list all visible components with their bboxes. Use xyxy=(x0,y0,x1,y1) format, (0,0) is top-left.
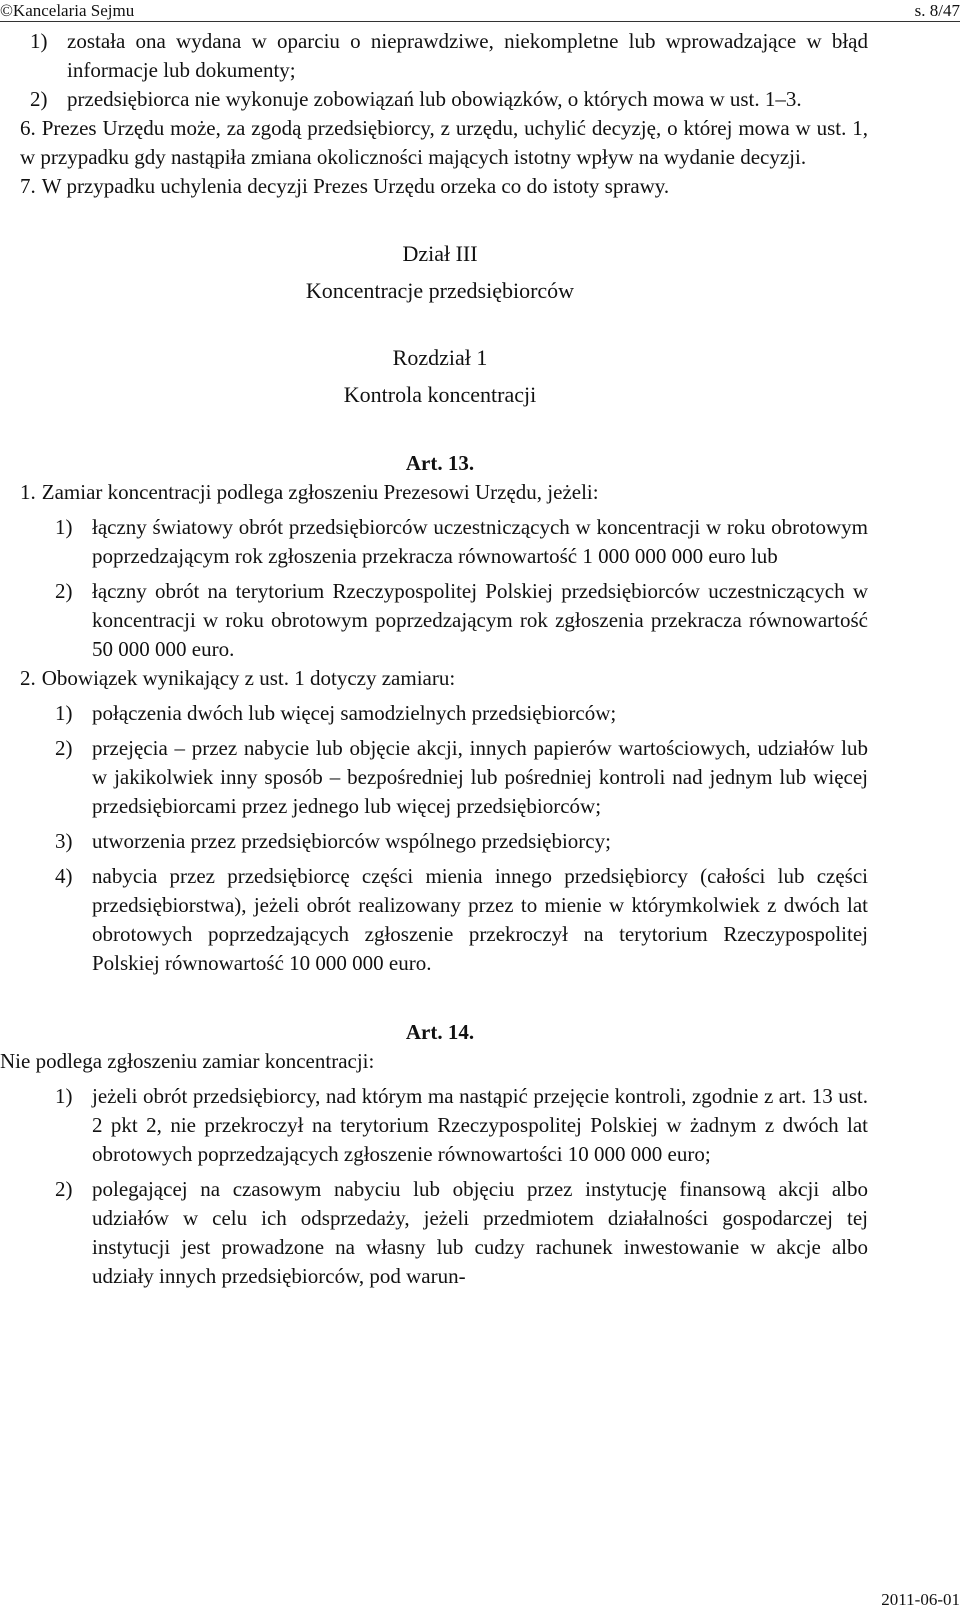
list-item xyxy=(0,27,960,85)
list-item xyxy=(0,85,960,114)
document-body xyxy=(0,27,960,1291)
header-publisher: ©Kancelaria Sejmu xyxy=(0,1,135,20)
dzial-heading: Dział III xyxy=(402,241,478,266)
list-item-number: 2) xyxy=(55,736,73,760)
rozdzial-title: Kontrola koncentracji xyxy=(343,382,537,407)
list-item-text: została ona wydana w oparciu o nieprawdziwe, niekompletne lub wprowadzające w błąd informacje lub dokumenty; xyxy=(67,29,868,82)
page-header xyxy=(0,0,960,22)
chapter-heading xyxy=(0,339,960,413)
list-item-number: 2) xyxy=(55,1177,73,1201)
list-item-text: łączny światowy obrót przedsiębiorców uczestniczących w koncentracji w roku obrotowym poprzedzającym rok zgłoszenia przekracza równowartość 1 000 000 000 euro lub xyxy=(92,515,868,568)
list-item-number: 1) xyxy=(55,515,73,539)
list-item-number: 1) xyxy=(55,701,73,725)
paragraph-text: Obowiązek wynikający z ust. 1 dotyczy zamiaru: xyxy=(41,666,456,690)
list-item-number: 1) xyxy=(30,29,48,53)
list-item-text: utworzenia przez przedsiębiorców wspólnego przedsiębiorcy; xyxy=(92,829,611,853)
section-heading xyxy=(0,235,960,309)
paragraph-number: 2. xyxy=(20,666,36,690)
list-item-number: 3) xyxy=(55,829,73,853)
list-item-number: 2) xyxy=(55,579,73,603)
article-13-paragraph-2 xyxy=(0,664,960,693)
paragraph-text: Prezes Urzędu może, za zgodą przedsiębiorcy, z urzędu, uchylić decyzję, o której mowa w ust. 1, w przypadku gdy nastąpiła zmiana okoliczności mających istotny wpływ na wydanie decyzji. xyxy=(20,116,868,169)
article-14-intro: Nie podlega zgłoszeniu zamiar koncentracji: xyxy=(0,1049,375,1073)
footer-date: 2011-06-01 xyxy=(881,1590,960,1609)
list-item xyxy=(0,1175,960,1291)
list-item-text: polegającej na czasowym nabyciu lub objęciu przez instytucję finansową akcji albo udziałów w celu ich odsprzedaży, jeżeli przedmiotem działalności gospodarczej tej instytucji jest prowadzone na własny lub cudzy rachunek inwestowanie w akcje albo udziały innych przedsiębiorców, pod warun- xyxy=(92,1177,868,1288)
paragraph-6 xyxy=(0,114,960,172)
list-item-text: przedsiębiorca nie wykonuje zobowiązań lub obowiązków, o których mowa w ust. 1–3. xyxy=(67,87,802,111)
header-divider xyxy=(0,21,960,22)
article-13-title: Art. 13. xyxy=(405,451,475,475)
article-14-title: Art. 14. xyxy=(405,1020,475,1044)
article-13-paragraph-1 xyxy=(0,478,960,507)
paragraph-text: Zamiar koncentracji podlega zgłoszeniu Prezesowi Urzędu, jeżeli: xyxy=(41,480,599,504)
dzial-title: Koncentracje przedsiębiorców xyxy=(305,278,575,303)
list-item xyxy=(0,827,960,856)
header-page-number: s. 8/47 xyxy=(914,1,960,20)
paragraph-number: 1. xyxy=(20,480,36,504)
list-item xyxy=(0,513,960,571)
list-item-text: jeżeli obrót przedsiębiorcy, nad którym ma nastąpić przejęcie kontroli, zgodnie z art. 13 ust. 2 pkt 2, nie przekroczył na terytorium Rzeczypospolitej Polskiej w żadnym z dwóch lat obrotowych poprzedzających zgłoszenie równowartości 10 000 000 euro; xyxy=(92,1084,868,1166)
paragraph-number: 7. xyxy=(20,174,36,198)
paragraph-7 xyxy=(0,172,960,201)
list-item-text: połączenia dwóch lub więcej samodzielnych przedsiębiorców; xyxy=(92,701,617,725)
list-item-number: 2) xyxy=(30,87,48,111)
list-item-text: przejęcia – przez nabycie lub objęcie akcji, innych papierów wartościowych, udziałów lub w jakikolwiek inny sposób – bezpośredniej lub pośredniej kontroli nad jednym lub więcej przedsiębiorcami przez jednego lub więcej przedsiębiorców; xyxy=(92,736,868,818)
paragraph-text: W przypadku uchylenia decyzji Prezes Urzędu orzeka co do istoty sprawy. xyxy=(41,174,670,198)
list-item xyxy=(0,1082,960,1169)
list-item xyxy=(0,734,960,821)
list-item xyxy=(0,862,960,978)
list-item-text: łączny obrót na terytorium Rzeczypospolitej Polskiej przedsiębiorców uczestniczących w koncentracji w roku obrotowym poprzedzającym rok zgłoszenia przekracza równowartość 50 000 000 euro. xyxy=(92,579,868,661)
list-item xyxy=(0,577,960,664)
list-item-number: 1) xyxy=(55,1084,73,1108)
rozdzial-heading: Rozdział 1 xyxy=(392,345,488,370)
list-item-number: 4) xyxy=(55,864,73,888)
list-item xyxy=(0,699,960,728)
list-item-text: nabycia przez przedsiębiorcę części mienia innego przedsiębiorcy (całości lub części przedsiębiorstwa), jeżeli obrót realizowany przez to mienie w którymkolwiek z dwóch lat obrotowych poprzedzających zgłoszenie przekroczył na terytorium Rzeczypospolitej Polskiej równowartość 10 000 000 euro. xyxy=(92,864,868,975)
paragraph-number: 6. xyxy=(20,116,36,140)
